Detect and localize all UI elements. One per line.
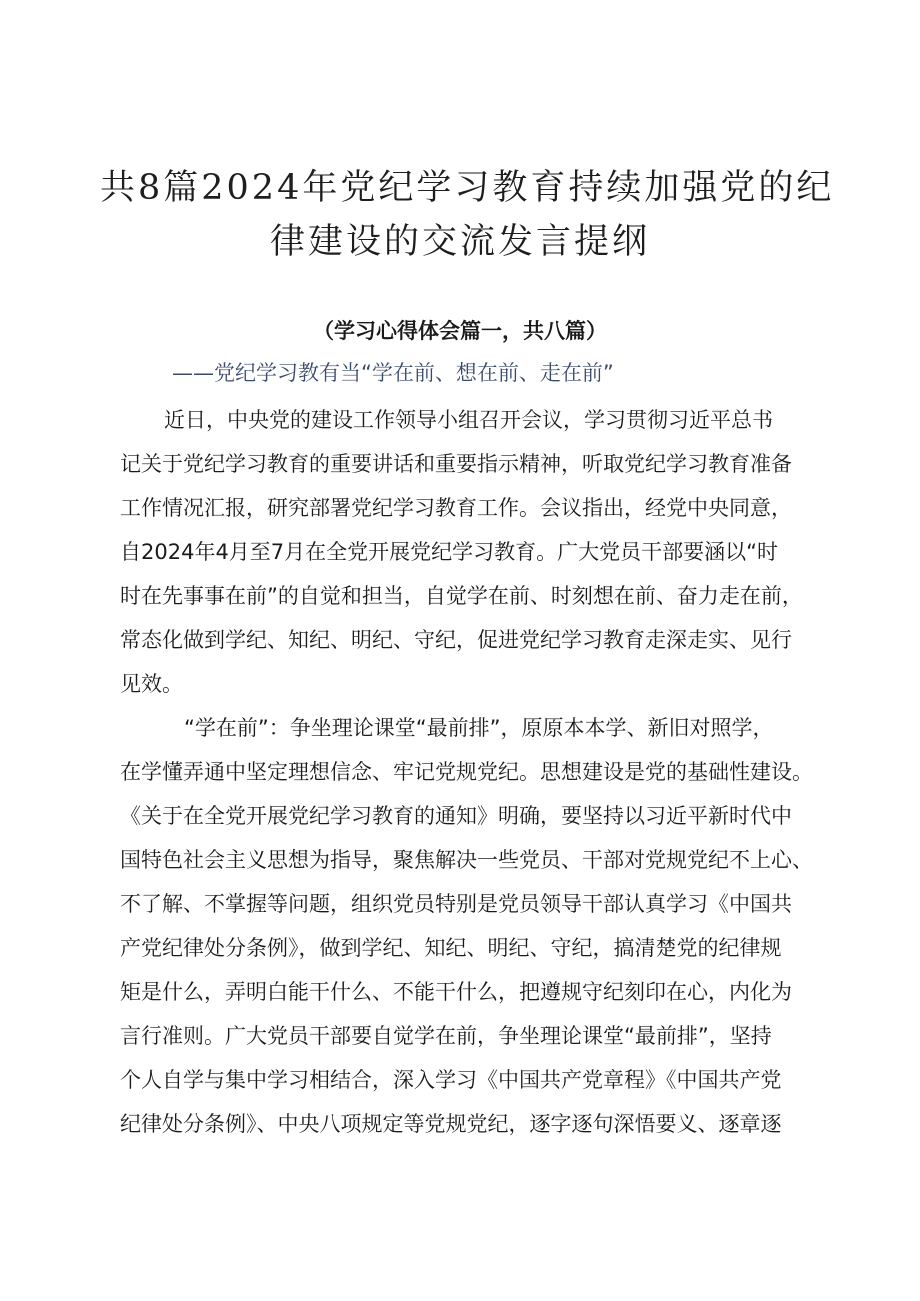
paragraph-1-line: 常态化做到学纪、知纪、明纪、守纪，促进党纪学习教育走深走实、见行 xyxy=(120,628,792,652)
paragraph-2-line: 个人自学与集中学习相结合，深入学习《中国共产党章程》《中国共产党 xyxy=(120,1068,782,1092)
paragraph-2-line: 产党纪律处分条例》，做到学纪、知纪、明纪、守纪，搞清楚党的纪律规 xyxy=(120,936,782,960)
paragraph-2-line: 不了解、不掌握等问题，组织党员特别是党员领导干部认真学习《中国共 xyxy=(120,892,792,916)
paragraph-1-line: 近日，中央党的建设工作领导小组召开会议，学习贯彻习近平总书 xyxy=(164,408,773,432)
document-title-line-2: 律建设的交流发言提纲 xyxy=(269,222,650,262)
paragraph-1-line: 时在先事事在前”的自觉和担当，自觉学在前、时刻想在前、奋力走在前， xyxy=(120,584,803,608)
paragraph-2-line: 《关于在全党开展党纪学习教育的通知》明确，要坚持以习近平新时代中 xyxy=(120,804,792,828)
section-tagline: ——党纪学习教有当“学在前、想在前、走在前” xyxy=(172,361,614,385)
paragraph-2-line: 在学懂弄通中坚定理想信念、牢记党规党纪。思想建设是党的基础性建设。 xyxy=(120,760,813,784)
paragraph-1-line: 自2024年4月至7月在全党开展党纪学习教育。广大党员干部要涵以“时 xyxy=(120,540,779,564)
section-subtitle: （学习心得体会篇一，共八篇） xyxy=(313,319,607,343)
document-title-line-1: 共8篇2024年党纪学习教育持续加强党的纪 xyxy=(100,168,835,208)
paragraph-1-line: 工作情况汇报，研究部署党纪学习教育工作。会议指出，经党中央同意， xyxy=(120,496,792,520)
paragraph-2-line: 矩是什么，弄明白能干什么、不能干什么，把遵规守纪刻印在心，内化为 xyxy=(120,980,792,1004)
paragraph-2-line: “学在前”：争坐理论课堂“最前排”，原原本本学、新旧对照学， xyxy=(184,716,774,740)
paragraph-1-line: 见效。 xyxy=(120,672,183,696)
paragraph-2-line: 纪律处分条例》、中央八项规定等党规党纪，逐字逐句深悟要义、逐章逐 xyxy=(120,1112,782,1136)
paragraph-2-line: 言行准则。广大党员干部要自觉学在前，争坐理论课堂“最前排”，坚持 xyxy=(120,1024,772,1048)
paragraph-1-line: 记关于党纪学习教育的重要讲话和重要指示精神，听取党纪学习教育准备 xyxy=(120,452,792,476)
paragraph-2-line: 国特色社会主义思想为指导，聚焦解决一些党员、干部对党规党纪不上心、 xyxy=(120,848,813,872)
